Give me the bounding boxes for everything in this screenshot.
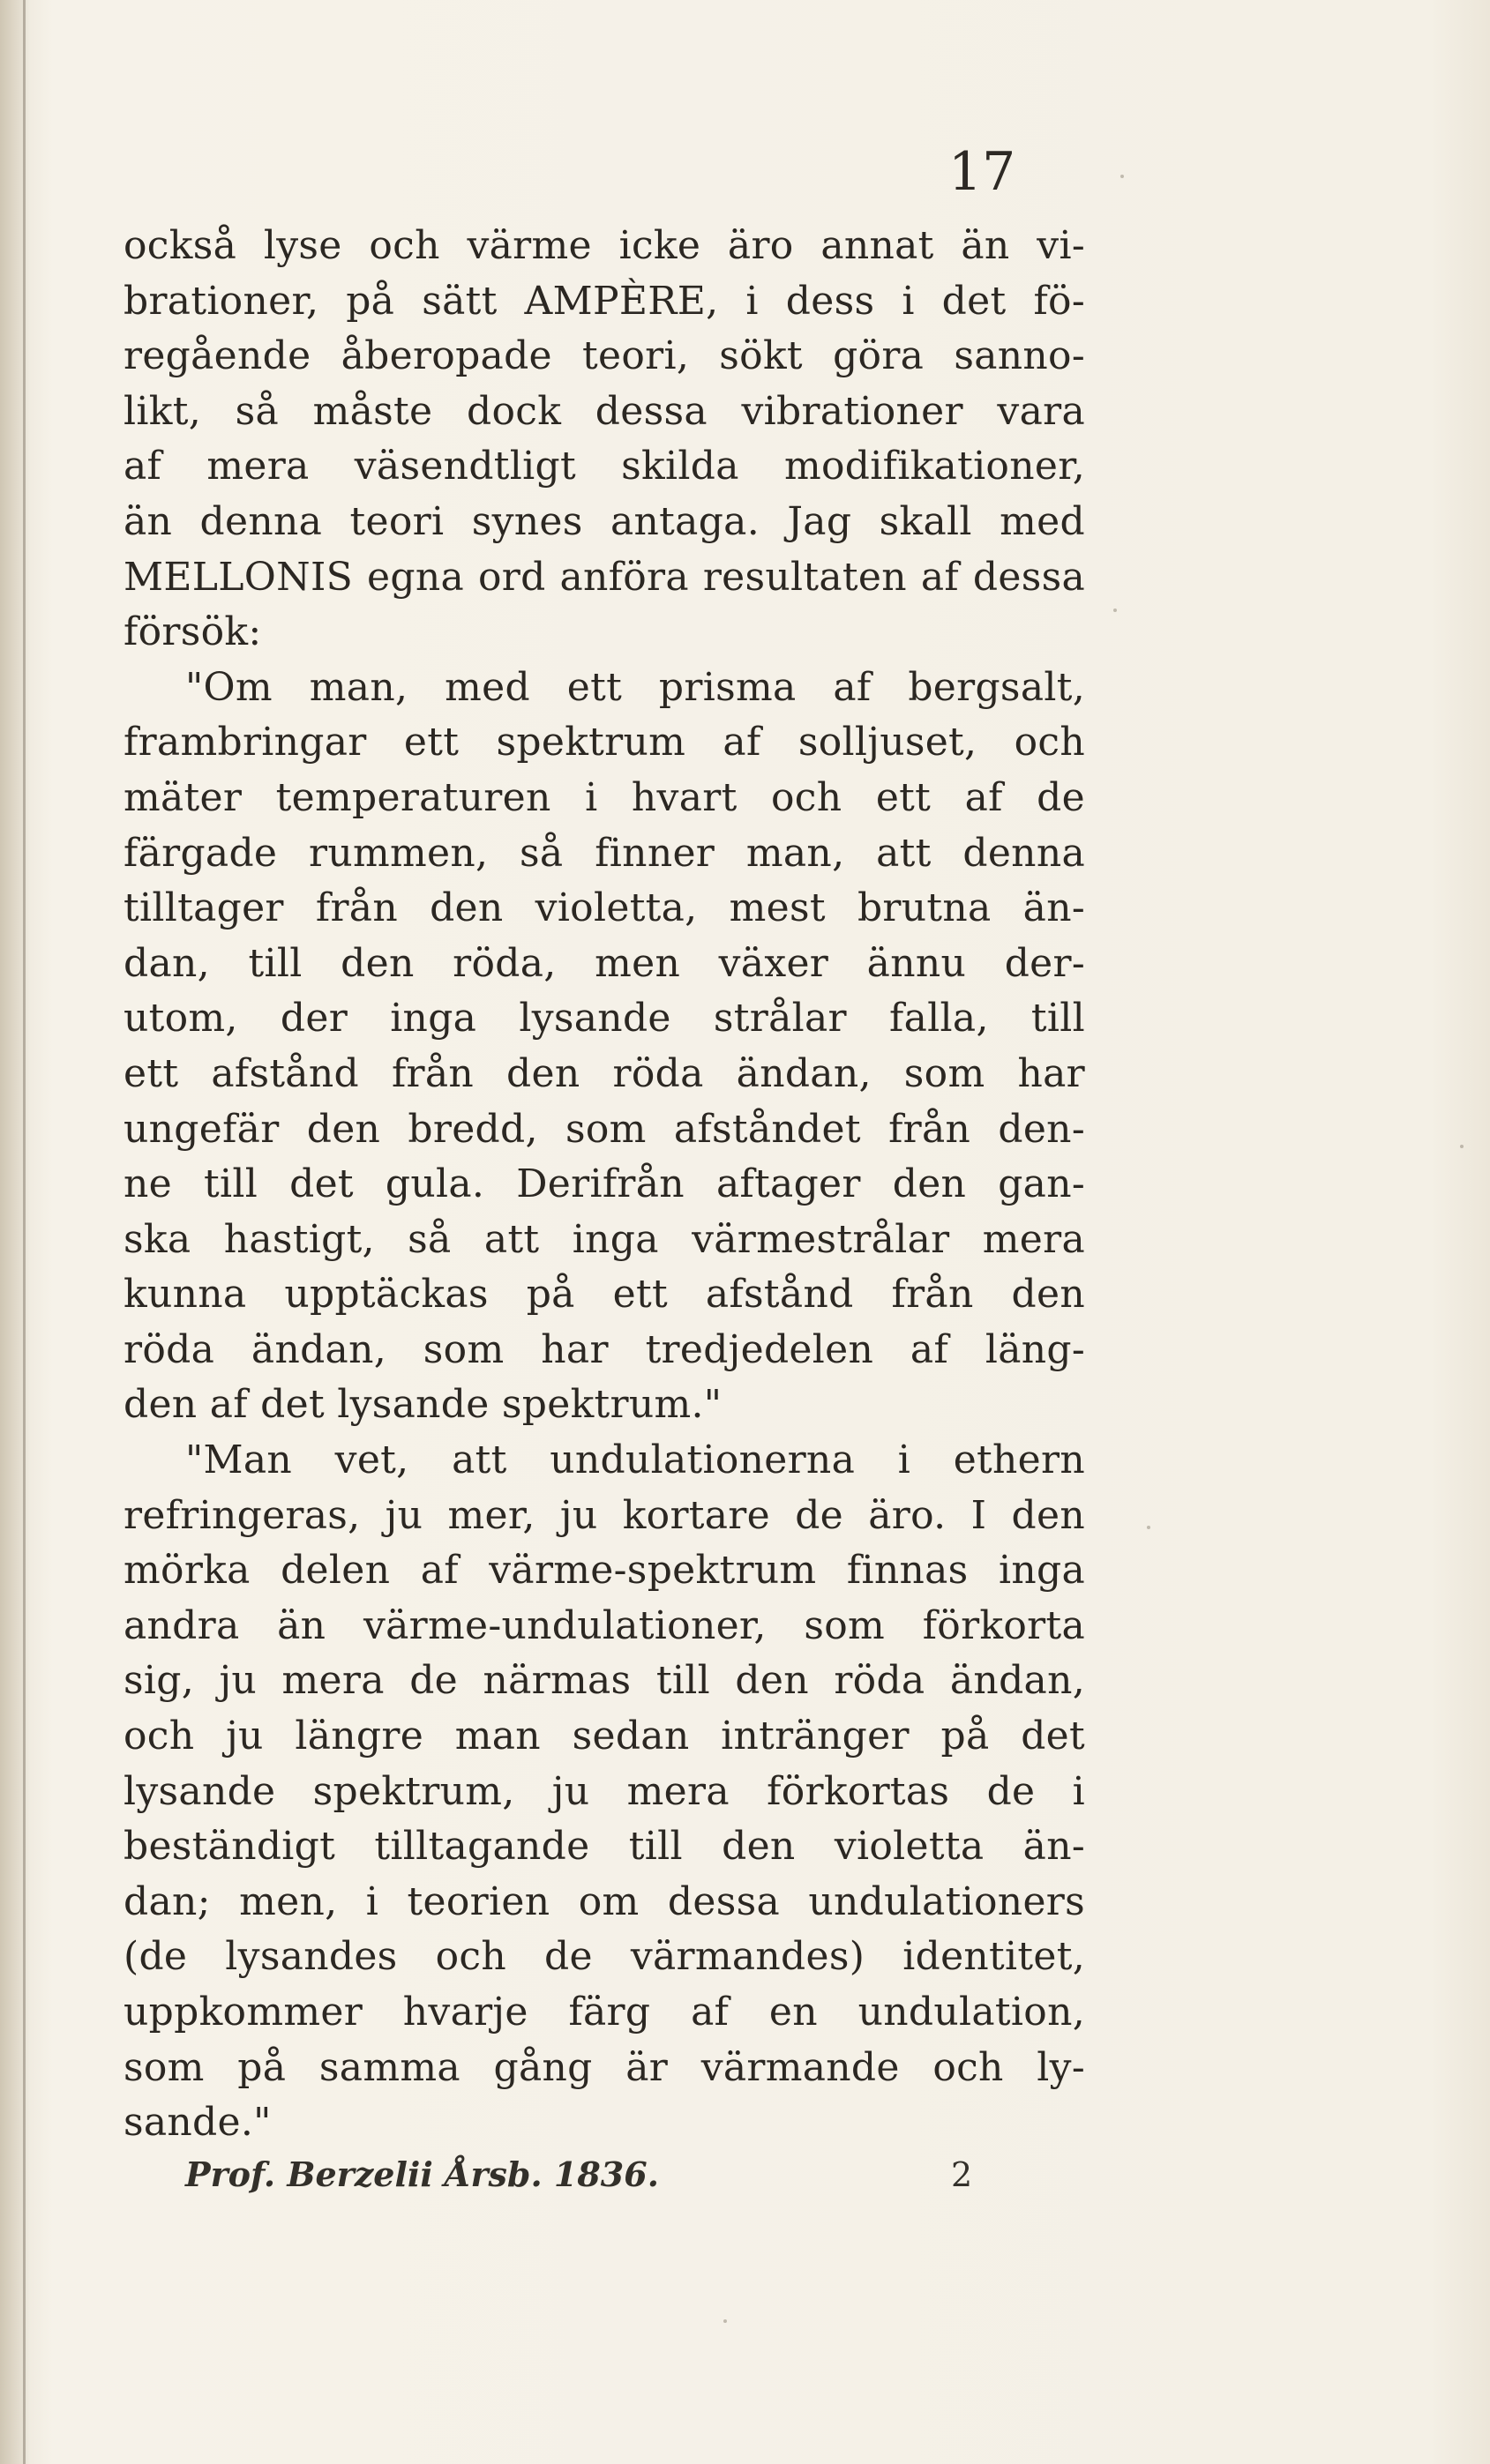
text-line: försök: [124,609,262,655]
text-line: beständigt tilltagande till den violetta än- [124,1824,1085,1870]
text-line: ett afstånd från den röda ändan, som har [124,1050,1085,1096]
paper-speck [1147,1526,1150,1529]
footer-reference: Prof. Berzelii Årsb. 1836. [185,2154,659,2194]
text-line: (de lysandes och de värmandes) identitet, [124,1934,1085,1980]
text-line: af mera väsendtligt skilda modifikationer, [124,444,1085,489]
binding-edge [23,0,26,2464]
text-line: och ju längre man sedan intränger på det [124,1714,1085,1759]
text-line: mörka delen af värme-spektrum finnas inga [124,1548,1085,1594]
text-line: ne till det gula. Derifrån aftager den gan- [124,1161,1085,1207]
text-line: också lyse och värme icke äro annat än vi- [124,223,1085,268]
text-line: ungefär den bredd, som afståndet från den- [124,1106,1085,1152]
text-line: som på samma gång är värmande och ly- [124,2044,1085,2090]
text-line: än denna teori synes antaga. Jag skall med [124,498,1085,544]
page-number: 17 [948,141,1016,203]
text-line: dan, till den röda, men växer ännu der- [124,940,1085,986]
text-line: sig, ju mera de närmas till den röda ändan, [124,1658,1085,1704]
text-line: refringeras, ju mer, ju kortare de äro. I den [124,1492,1085,1538]
paper-speck [1120,175,1124,178]
paper-speck [1460,1145,1464,1148]
paper-speck [1113,609,1117,612]
text-line: den af det lysande spektrum." [124,1382,723,1428]
text-line: färgade rummen, så finner man, att denna [124,830,1085,876]
text-line: frambringar ett spektrum af solljuset, och [124,720,1085,765]
text-line: utom, der inga lysande strålar falla, till [124,996,1085,1042]
text-line: sande." [124,2100,272,2146]
text-line: uppkommer hvarje färg af en undulation, [124,1990,1085,2035]
text-line: regående åberopade teori, sökt göra sanno- [124,333,1085,379]
page-footer [185,2148,1067,2201]
signature-mark: 2 [951,2155,973,2194]
text-line: lysande spektrum, ju mera förkortas de i [124,1768,1085,1814]
text-line: tilltager från den violetta, mest brutna än- [124,885,1085,931]
body-text [124,219,1085,2151]
text-line: likt, så måste dock dessa vibrationer vara [124,388,1085,434]
text-line: brationer, på sätt AMPÈRE, i dess i det fö- [124,278,1085,324]
text-line: "Man vet, att undulationerna i ethern [185,1437,1085,1483]
text-line: andra än värme-undulationer, som förkorta [124,1602,1085,1648]
text-line: "Om man, med ett prisma af bergsalt, [185,664,1085,710]
text-line: dan; men, i teorien om dessa undulationers [124,1878,1085,1924]
text-line: MELLONIS egna ord anföra resultaten af dessa [124,554,1085,600]
text-line: mäter temperaturen i hvart och ett af de [124,774,1085,820]
text-line: ska hastigt, så att inga värmestrålar mera [124,1216,1085,1262]
text-line: kunna upptäckas på ett afstånd från den [124,1272,1085,1318]
text-line: röda ändan, som har tredjedelen af läng- [124,1326,1085,1372]
paper-speck [723,2319,727,2323]
